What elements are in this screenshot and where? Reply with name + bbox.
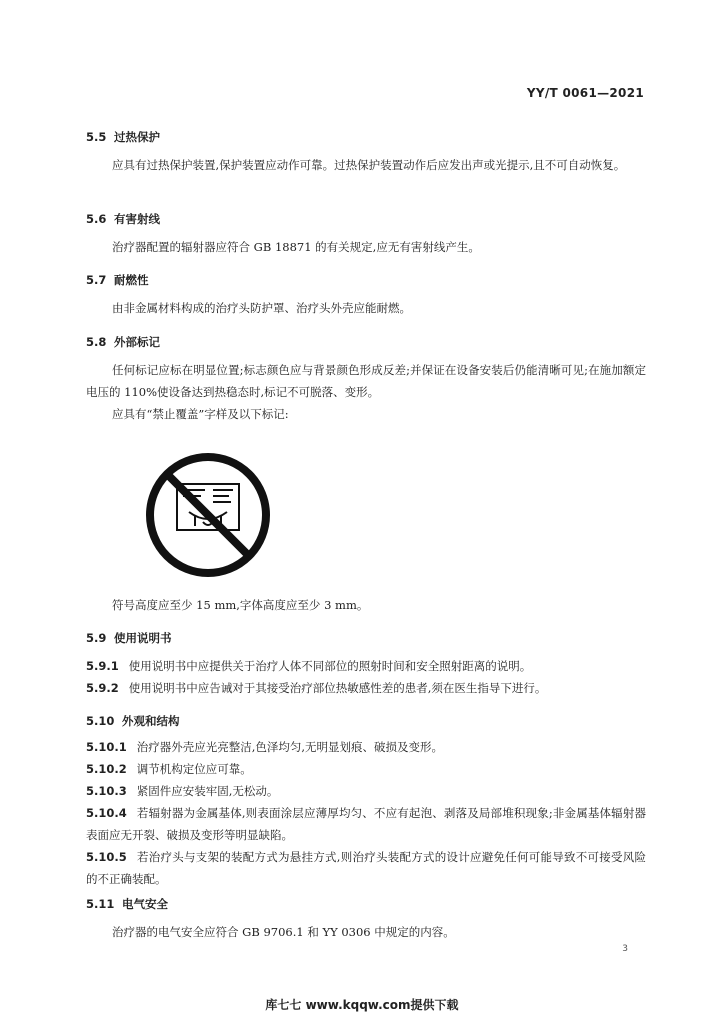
standard-code: YY/T 0061—2021: [526, 86, 644, 100]
section-number: 5.7: [86, 273, 107, 287]
subclause-number: 5.9.2: [86, 681, 119, 695]
section-title: 电气安全: [122, 897, 168, 911]
section-number: 5.5: [86, 130, 107, 144]
section-number: 5.9: [86, 631, 107, 645]
subclause-text: 使用说明书中应告诫对于其接受治疗部位热敏感性差的患者,须在医生指导下进行。: [128, 681, 547, 695]
subclause-number: 5.10.5: [86, 850, 127, 864]
subclause-number: 5.10.1: [86, 740, 127, 754]
subclause-text: 紧固件应安装牢固,无松动。: [136, 784, 279, 798]
section-title: 有害射线: [114, 212, 160, 226]
section-heading-5-11: [86, 896, 168, 912]
section-heading-5-5: [86, 129, 160, 145]
subclause-5-9-2: [86, 677, 646, 699]
section-number: 5.10: [86, 714, 115, 728]
subclause-5-9-1: [86, 655, 646, 677]
download-footer: 库七七 www.kqqw.com提供下载: [265, 998, 459, 1012]
no-cover-symbol: [143, 450, 273, 580]
subclause-number: 5.9.1: [86, 659, 119, 673]
paragraph-5-5: 应具有过热保护装置,保护装置应动作可靠。过热保护装置动作后应发出声或光提示,且不可自动恢复。: [112, 158, 626, 172]
subclause-5-10-2: [86, 758, 646, 780]
prohibition-slash: [167, 474, 249, 556]
subclause-number: 5.10.3: [86, 784, 127, 798]
paragraph-5-6: 治疗器配置的辐射器应符合 GB 18871 的有关规定,应无有害射线产生。: [112, 240, 480, 254]
section-title: 过热保护: [114, 130, 160, 144]
subclause-text: 使用说明书中应提供关于治疗人体不同部位的照射时间和安全照射距离的说明。: [128, 659, 532, 673]
section-heading-5-10: [86, 713, 180, 729]
subclause-5-10-4: [86, 802, 646, 846]
paragraph-5-7: 由非金属材料构成的治疗头防护罩、治疗头外壳应能耐燃。: [112, 301, 411, 315]
section-title: 外部标记: [114, 335, 160, 349]
page-number: 3: [622, 944, 628, 954]
subclause-text: 治疗器外壳应光亮整洁,色泽均匀,无明显划痕、破损及变形。: [136, 740, 444, 754]
subclause-number: 5.10.4: [86, 806, 127, 820]
paragraph-5-8-symbol-size: 符号高度应至少 15 mm,字体高度应至少 3 mm。: [112, 598, 369, 612]
section-title: 耐燃性: [114, 273, 149, 287]
section-heading-5-6: [86, 211, 160, 227]
subclause-5-10-3: [86, 780, 646, 802]
section-title: 使用说明书: [114, 631, 172, 645]
section-number: 5.6: [86, 212, 107, 226]
subclause-number: 5.10.2: [86, 762, 127, 776]
section-number: 5.8: [86, 335, 107, 349]
paragraph-5-8-marking: 任何标记应标在明显位置;标志颜色应与背景颜色形成反差;并保证在设备安装后仍能清晰可见;在施加额定电压的 110%使设备达到热稳态时,标记不可脱落、变形。: [86, 363, 646, 399]
subclause-text: 若治疗头与支架的装配方式为悬挂方式,则治疗头装配方式的设计应避免任何可能导致不可接受风险的不正确装配。: [86, 850, 646, 886]
section-heading-5-7: [86, 272, 149, 288]
subclause-text: 若辐射器为金属基体,则表面涂层应薄厚均匀、不应有起泡、剥落及局部堆积现象;非金属基体辐射器表面应无开裂、破损及变形等明显缺陷。: [86, 806, 646, 842]
section-heading-5-8: [86, 334, 160, 350]
section-heading-5-9: [86, 630, 172, 646]
section-title: 外观和结构: [122, 714, 180, 728]
subclause-text: 调节机构定位应可靠。: [136, 762, 252, 776]
paragraph-5-8-label: 应具有“禁止覆盖”字样及以下标记:: [112, 407, 289, 421]
paragraph-5-11: 治疗器的电气安全应符合 GB 9706.1 和 YY 0306 中规定的内容。: [112, 925, 455, 939]
section-number: 5.11: [86, 897, 115, 911]
subclause-5-10-1: [86, 736, 646, 758]
subclause-5-10-5: [86, 846, 646, 890]
